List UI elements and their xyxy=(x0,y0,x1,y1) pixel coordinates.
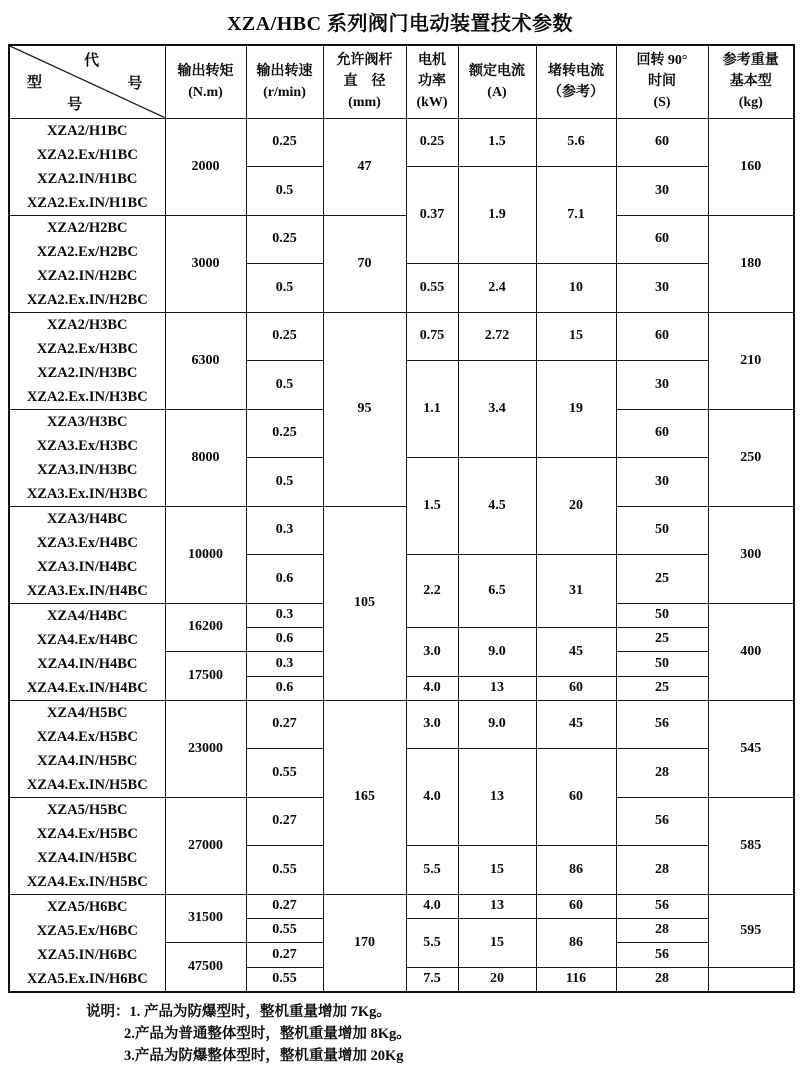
model-name: XZA3/H3BC xyxy=(46,413,128,430)
model-name: XZA2.IN/H3BC xyxy=(37,364,138,381)
cell-stall: 45 xyxy=(536,700,616,748)
cell-time: 30 xyxy=(616,360,708,409)
cell-speed: 0.25 xyxy=(246,215,323,263)
cell-power: 0.25 xyxy=(406,118,458,166)
model-name: XZA4.Ex/H4BC xyxy=(36,631,138,648)
cell-current: 1.5 xyxy=(458,118,536,166)
header-rotation-time: 回转 90° 时间 (S) xyxy=(616,45,708,118)
cell-stall: 10 xyxy=(536,263,616,312)
cell-time: 28 xyxy=(616,748,708,797)
cell-diameter: 95 xyxy=(323,312,406,506)
cell-power: 5.5 xyxy=(406,845,458,894)
cell-time: 56 xyxy=(616,943,708,968)
cell-speed: 0.3 xyxy=(246,506,323,554)
model-name: XZA4.Ex.IN/H5BC xyxy=(26,776,148,793)
model-name: XZA2.Ex.IN/H2BC xyxy=(26,291,148,308)
cell-current: 13 xyxy=(458,748,536,845)
cell-speed: 0.6 xyxy=(246,554,323,603)
cell-stall: 7.1 xyxy=(536,166,616,263)
footnote-1: 说明：1. 产品为防爆型时，整机重量增加 7Kg。 xyxy=(86,1003,391,1020)
cell-time: 50 xyxy=(616,506,708,554)
cell-power: 4.0 xyxy=(406,894,458,918)
cell-stall: 45 xyxy=(536,627,616,676)
cell-speed: 0.5 xyxy=(246,457,323,506)
cell-models xyxy=(9,312,165,409)
cell-models xyxy=(9,506,165,603)
cell-stall: 20 xyxy=(536,457,616,554)
header-ref-weight: 参考重量 基本型 (kg) xyxy=(708,45,794,118)
cell-time: 28 xyxy=(616,918,708,943)
cell-time: 60 xyxy=(616,215,708,263)
cell-weight: 300 xyxy=(708,506,794,603)
cell-time: 50 xyxy=(616,652,708,677)
model-name: XZA3.IN/H4BC xyxy=(37,558,138,575)
cell-speed: 0.3 xyxy=(246,603,323,627)
model-name: XZA2.Ex.IN/H3BC xyxy=(26,388,148,405)
corner-label-hao2: 号 xyxy=(67,97,83,113)
cell-current: 15 xyxy=(458,918,536,968)
cell-time: 56 xyxy=(616,797,708,845)
model-name: XZA2.Ex/H3BC xyxy=(36,340,138,357)
footnote-3: 3.产品为防爆整体型时，整机重量增加 20Kg xyxy=(124,1047,404,1064)
cell-torque: 17500 xyxy=(165,652,246,701)
cell-current: 13 xyxy=(458,676,536,700)
cell-stall: 60 xyxy=(536,748,616,845)
cell-speed: 0.27 xyxy=(246,894,323,918)
cell-current: 20 xyxy=(458,968,536,992)
cell-power: 3.0 xyxy=(406,627,458,676)
cell-speed: 0.25 xyxy=(246,118,323,166)
cell-time: 30 xyxy=(616,457,708,506)
model-name: XZA4.IN/H4BC xyxy=(37,655,138,672)
table-row xyxy=(9,215,794,239)
cell-stall: 86 xyxy=(536,918,616,968)
spec-table xyxy=(8,44,795,993)
header-stall-current: 堵转电流 （参考） xyxy=(536,45,616,118)
cell-stall: 15 xyxy=(536,312,616,360)
corner-label-hao1: 号 xyxy=(127,76,143,92)
cell-stall: 60 xyxy=(536,894,616,918)
cell-speed: 0.27 xyxy=(246,943,323,968)
model-name: XZA4.Ex/H5BC xyxy=(36,728,138,745)
cell-power: 0.37 xyxy=(406,166,458,263)
cell-time: 28 xyxy=(616,968,708,992)
table-row xyxy=(9,506,794,530)
cell-time: 56 xyxy=(616,894,708,918)
cell-speed: 0.55 xyxy=(246,748,323,797)
header-torque: 输出转矩 (N.m) xyxy=(165,45,246,118)
model-name: XZA2/H3BC xyxy=(46,316,128,333)
cell-weight: 595 xyxy=(708,894,794,968)
cell-current: 15 xyxy=(458,845,536,894)
cell-current: 6.5 xyxy=(458,554,536,627)
cell-speed: 0.5 xyxy=(246,263,323,312)
cell-power: 5.5 xyxy=(406,918,458,968)
model-name: XZA5.IN/H6BC xyxy=(37,946,138,963)
cell-models xyxy=(9,215,165,312)
header-motor-power: 电机 功率 (kW) xyxy=(406,45,458,118)
cell-current: 2.72 xyxy=(458,312,536,360)
cell-time: 60 xyxy=(616,118,708,166)
cell-weight: 160 xyxy=(708,118,794,215)
model-name: XZA3.Ex/H4BC xyxy=(36,534,138,551)
cell-time: 25 xyxy=(616,627,708,652)
cell-current: 9.0 xyxy=(458,627,536,676)
header-row xyxy=(9,45,794,118)
cell-torque: 47500 xyxy=(165,943,246,992)
model-name: XZA5/H6BC xyxy=(46,898,128,915)
cell-weight: 400 xyxy=(708,603,794,700)
cell-speed: 0.6 xyxy=(246,676,323,700)
model-name: XZA4/H4BC xyxy=(46,607,128,624)
model-name: XZA3.IN/H3BC xyxy=(37,461,138,478)
model-name: XZA2.IN/H1BC xyxy=(37,170,138,187)
table-row xyxy=(9,312,794,336)
cell-models xyxy=(9,894,165,992)
cell-time: 56 xyxy=(616,700,708,748)
cell-time: 30 xyxy=(616,166,708,215)
cell-current: 3.4 xyxy=(458,360,536,457)
cell-torque: 2000 xyxy=(165,118,246,215)
cell-current: 9.0 xyxy=(458,700,536,748)
cell-diameter: 70 xyxy=(323,215,406,312)
cell-models xyxy=(9,603,165,700)
cell-power: 2.2 xyxy=(406,554,458,627)
cell-torque: 3000 xyxy=(165,215,246,312)
cell-models xyxy=(9,118,165,215)
cell-stall: 31 xyxy=(536,554,616,627)
cell-time: 50 xyxy=(616,603,708,627)
model-name: XZA2/H1BC xyxy=(46,122,128,139)
cell-current: 13 xyxy=(458,894,536,918)
cell-power: 0.55 xyxy=(406,263,458,312)
corner-label-dai: 代 xyxy=(84,53,100,69)
table-row xyxy=(9,894,794,918)
cell-speed: 0.55 xyxy=(246,918,323,943)
model-name: XZA3/H4BC xyxy=(46,510,128,527)
model-name: XZA4.Ex/H5BC xyxy=(36,825,138,842)
table-row xyxy=(9,700,794,724)
cell-current: 4.5 xyxy=(458,457,536,554)
cell-speed: 0.5 xyxy=(246,166,323,215)
cell-weight: 210 xyxy=(708,312,794,409)
model-name: XZA2/H2BC xyxy=(46,219,128,236)
header-rated-current: 额定电流 (A) xyxy=(458,45,536,118)
model-name: XZA4.Ex.IN/H5BC xyxy=(26,873,148,890)
model-name: XZA4/H5BC xyxy=(46,704,128,721)
cell-torque: 27000 xyxy=(165,797,246,894)
model-name: XZA3.Ex.IN/H4BC xyxy=(26,582,148,599)
header-stem-diameter: 允许阀杆 直 径 (mm) xyxy=(323,45,406,118)
cell-power: 7.5 xyxy=(406,968,458,992)
model-name: XZA4.Ex.IN/H4BC xyxy=(26,679,148,696)
table-row xyxy=(9,118,794,142)
cell-models xyxy=(9,700,165,797)
cell-torque: 16200 xyxy=(165,603,246,652)
cell-diameter: 170 xyxy=(323,894,406,992)
cell-torque: 31500 xyxy=(165,894,246,943)
cell-torque: 10000 xyxy=(165,506,246,603)
header-speed: 输出转速 (r/min) xyxy=(246,45,323,118)
cell-speed: 0.55 xyxy=(246,968,323,992)
cell-power: 0.75 xyxy=(406,312,458,360)
footnote-2: 2.产品为普通整体型时，整机重量增加 8Kg。 xyxy=(124,1025,411,1042)
cell-stall: 116 xyxy=(536,968,616,992)
cell-current: 1.9 xyxy=(458,166,536,263)
corner-label-xing: 型 xyxy=(26,75,42,91)
footnotes xyxy=(86,1001,800,1067)
cell-power: 3.0 xyxy=(406,700,458,748)
cell-speed: 0.27 xyxy=(246,797,323,845)
cell-speed: 0.5 xyxy=(246,360,323,409)
cell-diameter: 165 xyxy=(323,700,406,894)
cell-speed: 0.25 xyxy=(246,409,323,457)
cell-time: 25 xyxy=(616,554,708,603)
cell-weight: 545 xyxy=(708,700,794,797)
cell-stall: 19 xyxy=(536,360,616,457)
cell-stall: 5.6 xyxy=(536,118,616,166)
model-name: XZA2.IN/H2BC xyxy=(37,267,138,284)
cell-time: 60 xyxy=(616,312,708,360)
cell-weight: 250 xyxy=(708,409,794,506)
model-name: XZA2.Ex/H2BC xyxy=(36,243,138,260)
cell-weight: 180 xyxy=(708,215,794,312)
cell-power: 1.1 xyxy=(406,360,458,457)
cell-power: 4.0 xyxy=(406,676,458,700)
model-name: XZA5.Ex/H6BC xyxy=(36,922,138,939)
cell-torque: 23000 xyxy=(165,700,246,797)
cell-time: 60 xyxy=(616,409,708,457)
cell-time: 25 xyxy=(616,676,708,700)
model-name: XZA3.Ex.IN/H3BC xyxy=(26,485,148,502)
model-name: XZA3.Ex/H3BC xyxy=(36,437,138,454)
cell-power: 4.0 xyxy=(406,748,458,845)
model-name: XZA5.Ex.IN/H6BC xyxy=(26,970,148,987)
cell-models xyxy=(9,797,165,894)
cell-stall: 86 xyxy=(536,845,616,894)
cell-speed: 0.27 xyxy=(246,700,323,748)
cell-models xyxy=(9,409,165,506)
cell-stall: 60 xyxy=(536,676,616,700)
model-name: XZA2.Ex/H1BC xyxy=(36,146,138,163)
cell-time: 28 xyxy=(616,845,708,894)
cell-diameter: 47 xyxy=(323,118,406,215)
page-title: XZA/HBC 系列阀门电动装置技术参数 xyxy=(226,13,574,35)
cell-speed: 0.25 xyxy=(246,312,323,360)
cell-torque: 6300 xyxy=(165,312,246,409)
cell-weight: 585 xyxy=(708,797,794,894)
cell-power: 1.5 xyxy=(406,457,458,554)
cell-speed: 0.3 xyxy=(246,652,323,677)
cell-time: 30 xyxy=(616,263,708,312)
cell-diameter: 105 xyxy=(323,506,406,700)
cell-current: 2.4 xyxy=(458,263,536,312)
model-name: XZA4.IN/H5BC xyxy=(37,849,138,866)
model-name: XZA2.Ex.IN/H1BC xyxy=(26,194,148,211)
cell-torque: 8000 xyxy=(165,409,246,506)
corner-header-cell xyxy=(9,45,165,118)
model-name: XZA5/H5BC xyxy=(46,801,128,818)
model-name: XZA4.IN/H5BC xyxy=(37,752,138,769)
cell-speed: 0.55 xyxy=(246,845,323,894)
cell-speed: 0.6 xyxy=(246,627,323,652)
